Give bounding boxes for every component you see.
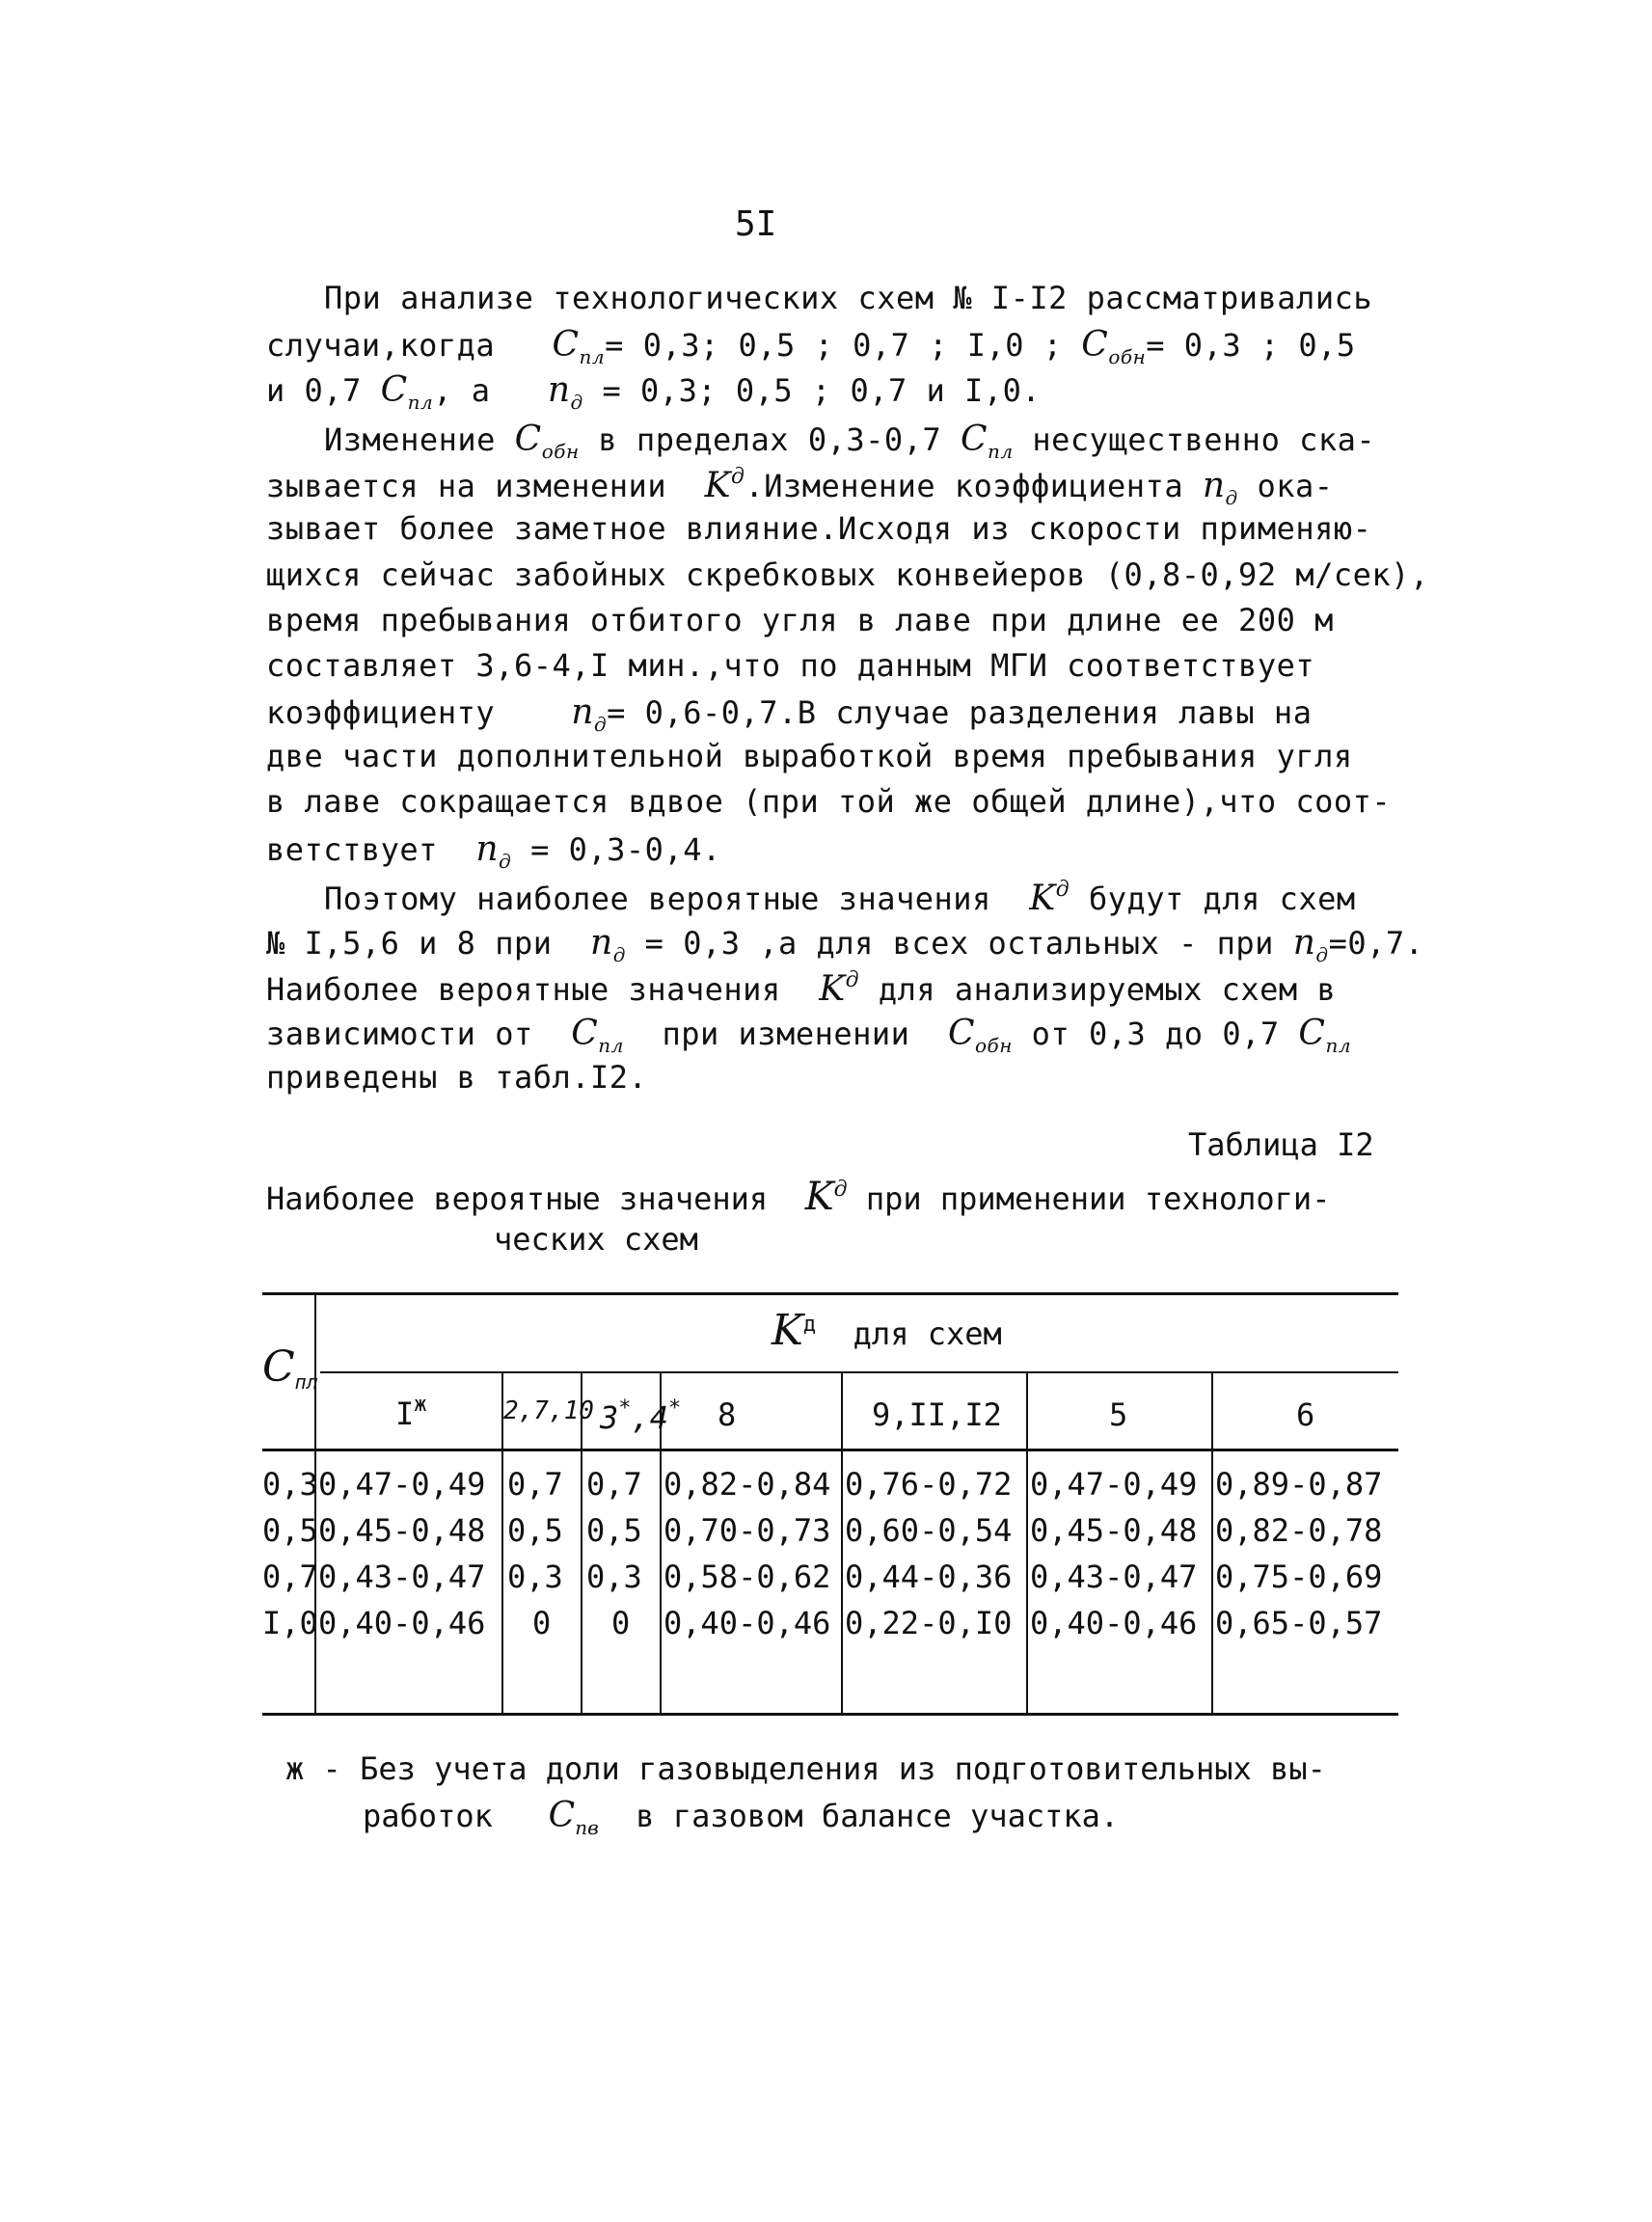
p2-line-5: время пребывания отбитого угля в лаве при длине ее 200 м — [266, 602, 1334, 638]
c-pl-symbol: $C_{пл}$ — [960, 420, 1014, 463]
k-d-symbol: $K^д$ — [704, 465, 745, 505]
p3-line-1 — [324, 878, 1356, 918]
table-cell: 0,70-0,73 — [664, 1512, 831, 1549]
table-header-rule — [262, 1449, 1398, 1451]
text: ока- — [1257, 468, 1334, 504]
text: от 0,3 до 0,7 — [1031, 1016, 1280, 1052]
text: несущественно ска- — [1032, 421, 1376, 458]
text: для схем — [853, 1315, 1002, 1352]
text: = 0,3; 0,5 ; 0,7 и I,0. — [602, 372, 1042, 409]
table-cell: 0,43-0,47 — [318, 1558, 486, 1595]
text: =0,7. — [1328, 925, 1424, 962]
table-label: Таблица I2 — [1188, 1126, 1374, 1163]
p2-line-10 — [266, 829, 721, 873]
text: и 0,7 — [266, 372, 362, 409]
col-header-2: 2,7,10 — [503, 1396, 594, 1425]
text: работок — [363, 1798, 493, 1834]
col-header-6: 5 — [1109, 1396, 1128, 1433]
text: 3 — [600, 1399, 619, 1436]
text: .Изменение коэффициента — [745, 468, 1184, 504]
text: при изменении — [662, 1016, 910, 1052]
text: будут для схем — [1088, 881, 1356, 917]
table-vrule — [841, 1373, 843, 1715]
n-d-symbol: $n_д$ — [1202, 466, 1238, 509]
text: зависимости от — [266, 1016, 533, 1052]
p2-line-2 — [266, 465, 1334, 509]
text: * — [668, 1396, 682, 1421]
table-cell: 0,45-0,48 — [1030, 1512, 1198, 1549]
text: коэффициенту — [266, 694, 496, 731]
table-group-rule — [320, 1371, 1398, 1373]
table-cell: 0,82-0,78 — [1215, 1512, 1383, 1549]
table-bottom-rule — [262, 1713, 1398, 1716]
p3-line-5: приведены в табл.I2. — [266, 1059, 648, 1096]
text: , а — [433, 372, 491, 409]
text: K — [772, 1306, 803, 1355]
text: = 0,6-0,7.В случае разделения лавы на — [607, 694, 1313, 731]
text: Изменение — [324, 421, 496, 458]
p1-line-2 — [266, 325, 1356, 368]
n-d-symbol: $n_д$ — [1292, 923, 1329, 966]
text: Наиболее вероятные значения — [266, 1180, 769, 1217]
table-cell: 0,89-0,87 — [1215, 1466, 1383, 1503]
p1-line-3 — [266, 370, 1041, 414]
table-vrule — [1026, 1373, 1028, 1715]
text: д — [802, 1313, 817, 1337]
text: зывается на изменении — [266, 468, 667, 504]
table-title-line-2: ческих схем — [494, 1221, 698, 1258]
table-cell: 0,47-0,49 — [1030, 1466, 1198, 1503]
c-pl-symbol: $C_{пл}$ — [1298, 1014, 1352, 1057]
c-obn-symbol: $C_{обн}$ — [1081, 325, 1147, 368]
text: = 0,3 ,а для всех остальных - при — [644, 925, 1274, 962]
text: случаи,когда — [266, 327, 496, 364]
table-cell: 0,3 — [586, 1558, 642, 1595]
table-top-rule — [262, 1292, 1398, 1295]
text: при применении технологи- — [865, 1180, 1331, 1217]
text: = 0,3; 0,5 ; 0,7 ; I,0 ; — [605, 327, 1063, 364]
table-cell: 0,60-0,54 — [845, 1512, 1013, 1549]
table-cell: 0 — [611, 1605, 631, 1641]
row-c-value: 0,3 — [262, 1466, 318, 1503]
text: в пределах 0,3-0,7 — [598, 421, 942, 458]
p2-line-8: две части дополнительной выработкой время пребывания угля — [266, 738, 1353, 774]
text: пл — [294, 1370, 318, 1394]
c-obn-symbol: $C_{обн}$ — [514, 420, 580, 463]
text: для анализируемых схем в — [878, 971, 1337, 1008]
table-cell: 0,7 — [586, 1466, 642, 1503]
text: 4 — [649, 1399, 669, 1436]
page-number: 5I — [735, 204, 777, 244]
text: ж — [414, 1393, 427, 1417]
table-cell: 0,7 — [507, 1466, 563, 1503]
data-table — [241, 1292, 1398, 1717]
p2-line-6: составляет 3,6-4,I мин.,что по данным МГИ соответствует — [266, 647, 1315, 684]
col-header-7: 6 — [1296, 1396, 1315, 1433]
table-vrule — [1211, 1373, 1213, 1715]
c-pl-symbol: $C_{пл}$ — [380, 370, 434, 414]
c-pl-symbol: $C_{пл}$ — [571, 1014, 624, 1057]
table-cell: 0,45-0,48 — [318, 1512, 486, 1549]
table-cell: 0,40-0,46 — [664, 1605, 831, 1641]
row-c-value: I,0 — [262, 1605, 318, 1641]
table-cell: 0,22-0,I0 — [845, 1605, 1013, 1641]
k-d-symbol: $K^д$ — [1029, 878, 1070, 918]
table-cell: 0,82-0,84 — [664, 1466, 831, 1503]
n-d-symbol: $n_д$ — [547, 370, 583, 414]
footnote-line-1: ж - Без учета доли газовыделения из подготовительных вы- — [285, 1750, 1326, 1787]
text: * — [618, 1396, 632, 1421]
p2-line-1 — [324, 420, 1375, 463]
c-pv-symbol: $C_{пв}$ — [548, 1796, 599, 1839]
c-obn-symbol: $C_{обн}$ — [947, 1014, 1013, 1057]
text: C — [262, 1342, 295, 1392]
p3-line-2 — [266, 923, 1423, 966]
n-d-symbol: $n_д$ — [590, 923, 626, 966]
p2-line-4: щихся сейчас забойных скребковых конвейеров (0,8-0,92 м/сек), — [266, 556, 1429, 593]
p2-line-7 — [266, 692, 1312, 736]
col-header-4: 8 — [718, 1396, 737, 1433]
text: ветствует — [266, 831, 438, 868]
table-cell: 0 — [532, 1605, 552, 1641]
p3-line-4 — [266, 1014, 1351, 1057]
text: Поэтому наиболее вероятные значения — [324, 881, 991, 917]
col-header-5: 9,II,I2 — [872, 1396, 1002, 1433]
k-d-symbol: $K^д$ — [804, 1175, 848, 1219]
table-cell: 0,76-0,72 — [845, 1466, 1013, 1503]
table-cell: 0,75-0,69 — [1215, 1558, 1383, 1595]
p1-line-1: При анализе технологических схем № I-I2 рассматривались — [324, 280, 1373, 316]
n-d-symbol: $n_д$ — [571, 692, 608, 736]
text: в газовом балансе участка. — [636, 1798, 1120, 1834]
col-header-3: 3*,4* — [600, 1396, 682, 1436]
table-cell: 0,65-0,57 — [1215, 1605, 1383, 1641]
col-header-1 — [395, 1393, 427, 1432]
n-d-symbol: $n_д$ — [475, 829, 512, 873]
p2-line-3: зывает более заметное влияние.Исходя из скорости применяю- — [266, 510, 1372, 547]
p3-line-3 — [266, 968, 1336, 1009]
footnote-line-2 — [363, 1796, 1119, 1839]
text: = 0,3 ; 0,5 — [1146, 327, 1356, 364]
group-header-k-d — [772, 1306, 1002, 1355]
table-cell: 0,40-0,46 — [1030, 1605, 1198, 1641]
c-pl-symbol: $C_{пл}$ — [552, 325, 606, 368]
table-cell: 0,3 — [507, 1558, 563, 1595]
text: = 0,3-0,4. — [530, 831, 721, 868]
text: I — [395, 1396, 415, 1432]
k-d-symbol: $K^д$ — [819, 968, 860, 1009]
table-cell: 0,5 — [507, 1512, 563, 1549]
table-cell: 0,43-0,47 — [1030, 1558, 1198, 1595]
table-cell: 0,44-0,36 — [845, 1558, 1013, 1595]
text: № I,5,6 и 8 при — [266, 925, 553, 962]
table-cell: 0,47-0,49 — [318, 1466, 486, 1503]
text: Наиболее вероятные значения — [266, 971, 781, 1008]
table-cell: 0,5 — [586, 1512, 642, 1549]
row-c-value: 0,7 — [262, 1558, 318, 1595]
row-c-value: 0,5 — [262, 1512, 318, 1549]
p2-line-9: в лаве сокращается вдвое (при той же общей длине),что соот- — [266, 783, 1392, 820]
table-title-line-1 — [266, 1175, 1330, 1219]
row-header-c-pl — [262, 1342, 318, 1394]
table-cell: 0,58-0,62 — [664, 1558, 831, 1595]
table-cell: 0,40-0,46 — [318, 1605, 486, 1641]
